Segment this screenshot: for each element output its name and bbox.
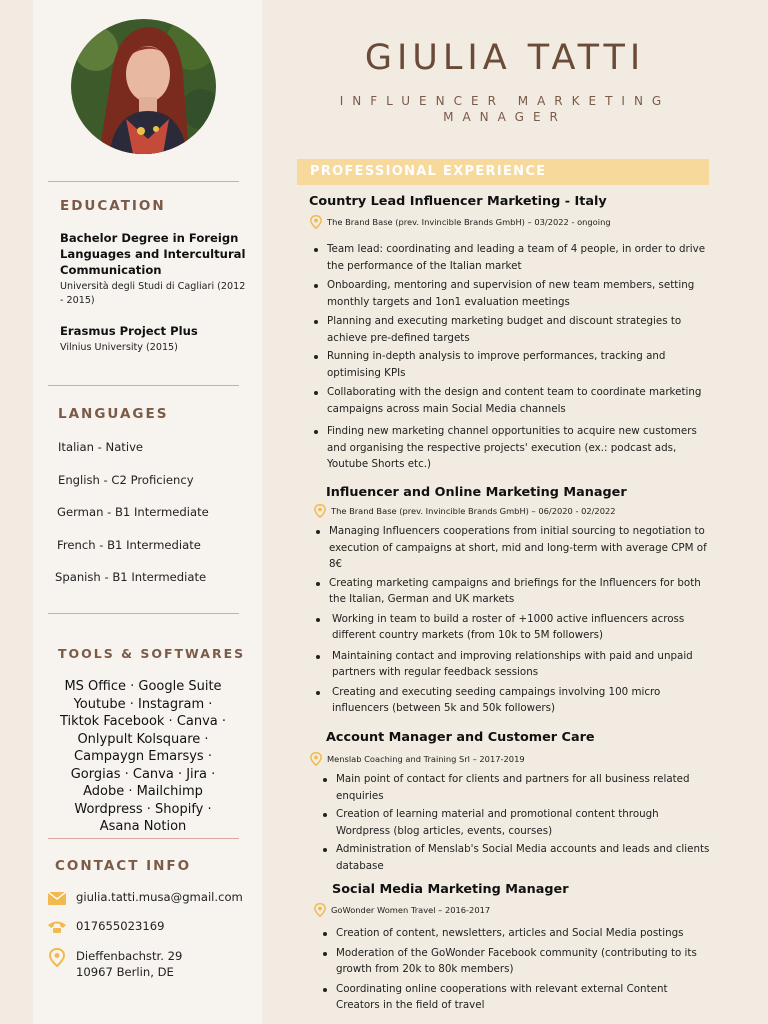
education-degree-detail: Università degli Studi di Cagliari (2012 - 2015) (60, 281, 246, 306)
sidebar (33, 0, 262, 1024)
location-pin-icon (313, 504, 327, 518)
language-item: German - B1 Intermediate (57, 505, 209, 519)
divider (48, 613, 239, 614)
education-erasmus-title: Erasmus Project Plus (60, 324, 198, 338)
job-meta-text: The Brand Base (prev. Invincible Brands GmbH) – 06/2020 - 02/2022 (331, 506, 616, 516)
bullet-item: Creating and executing seeding campaings involving 100 micro influencers (between 5k and 50k followers) (314, 684, 714, 717)
profile-photo (71, 19, 216, 154)
candidate-title-line-2: MANAGER (443, 110, 567, 124)
job-meta-text: The Brand Base (prev. Invincible Brands GmbH) – 03/2022 - ongoing (327, 217, 611, 227)
bullet-item: Running in-depth analysis to improve performances, tracking and optimising KPIs (312, 348, 712, 381)
bullet-item: Main point of contact for clients and partners for all business related enquiries (321, 771, 711, 804)
experience-section-bar (297, 159, 709, 185)
bullet-item: Finding new marketing channel opportunities to acquire new customers and organising the respective projects' execution (ex.: podcast ads, Youtube Shorts etc.) (312, 423, 712, 473)
bullet-item: Coordinating online cooperations with relevant external Content Creators in the field of travel (321, 981, 711, 1014)
bullet-item: Working in team to build a roster of +1000 active influencers across different country markets (from 10k to 5M followers) (314, 611, 714, 644)
location-pin-icon (309, 752, 323, 766)
contact-email (47, 889, 243, 907)
bullet-item: Administration of Menslab's Social Media accounts and leads and clients database (321, 841, 711, 874)
email-text[interactable]: giulia.tatti.musa@gmail.com (76, 890, 243, 904)
tools-heading: TOOLS & SOFTWARES (58, 646, 246, 661)
job-title: Country Lead Influencer Marketing - Italy (309, 194, 607, 209)
address-line-2: 10967 Berlin, DE (76, 965, 174, 979)
candidate-title (300, 93, 710, 125)
job-bullets (314, 523, 714, 717)
address-line-1: Dieffenbachstr. 29 (76, 949, 183, 963)
contact-heading: CONTACT INFO (55, 858, 192, 874)
location-pin-icon (47, 948, 67, 966)
language-item: Spanish - B1 Intermediate (55, 570, 207, 584)
bullet-item: Creating marketing campaigns and briefings for the Influencers for both the Italian, German and UK markets (314, 575, 714, 608)
envelope-icon (47, 889, 67, 907)
address-text (76, 948, 182, 980)
languages-heading: LANGUAGES (58, 406, 169, 422)
bullet-item: Moderation of the GoWonder Facebook community (contributing to its growth from 20k to 80k members) (321, 945, 711, 978)
education-degree-title: Bachelor Degree in Foreign Languages and Intercultural Communication (60, 231, 246, 277)
candidate-title-line-1: INFLUENCER MARKETING (339, 94, 671, 108)
contact-phone (47, 918, 165, 936)
location-pin-icon (313, 903, 327, 917)
bullet-item: Managing Influencers cooperations from initial sourcing to negotiation to execution of campaigns at short, mid and long-term with average CPM of 8€ (314, 523, 714, 573)
contact-address (47, 948, 182, 980)
language-item: Italian - Native (58, 440, 144, 454)
bullet-item: Planning and executing marketing budget and discount strategies to achieve pre-defined targets (312, 313, 712, 346)
job-meta (313, 903, 490, 917)
job-meta (309, 215, 611, 229)
bullet-item: Collaborating with the design and content team to coordinate marketing campaigns across main Social Media channels (312, 384, 712, 417)
language-item: French - B1 Intermediate (57, 538, 201, 552)
divider (48, 838, 239, 839)
experience-heading: PROFESSIONAL EXPERIENCE (310, 164, 547, 179)
bullet-item: Team lead: coordinating and leading a team of 4 people, in order to drive the performance of the Italian market (312, 241, 712, 274)
education-erasmus-detail: Vilnius University (2015) (60, 342, 178, 353)
divider (48, 181, 239, 182)
bullet-item: Creation of learning material and promotional content through Wordpress (blog articles, events, courses) (321, 806, 711, 839)
job-meta (309, 752, 525, 766)
location-pin-icon (309, 215, 323, 229)
education-heading: EDUCATION (60, 198, 166, 214)
job-title: Account Manager and Customer Care (326, 730, 595, 745)
job-bullets (321, 771, 711, 874)
job-meta (313, 504, 616, 518)
language-item: English - C2 Proficiency (58, 473, 194, 487)
bullet-item: Creation of content, newsletters, articles and Social Media postings (321, 925, 711, 942)
job-bullets (321, 925, 711, 1014)
tools-list: MS Office · Google Suite Youtube · Instagram · Tiktok Facebook · Canva · Onlypult Kolsquare · Campaygn Emarsys · Gorgias · Canva · Jira · Adobe · Mailchimp Wordpress · Shopify · Asana Notion (59, 679, 227, 834)
phone-icon (47, 918, 67, 936)
job-title: Influencer and Online Marketing Manager (326, 485, 627, 500)
job-meta-text: Menslab Coaching and Training Srl – 2017-2019 (327, 754, 525, 764)
job-title: Social Media Marketing Manager (332, 882, 569, 897)
divider (48, 385, 239, 386)
phone-text[interactable]: 017655023169 (76, 919, 165, 933)
bullet-item: Maintaining contact and improving relationships with paid and unpaid partners with regular feedback sessions (314, 648, 714, 681)
bullet-item: Onboarding, mentoring and supervision of new team members, setting monthly targets and 1on1 evaluation meetings (312, 277, 712, 310)
job-meta-text: GoWonder Women Travel – 2016-2017 (331, 905, 491, 915)
job-bullets (312, 241, 712, 473)
candidate-name: GIULIA TATTI (364, 38, 646, 78)
